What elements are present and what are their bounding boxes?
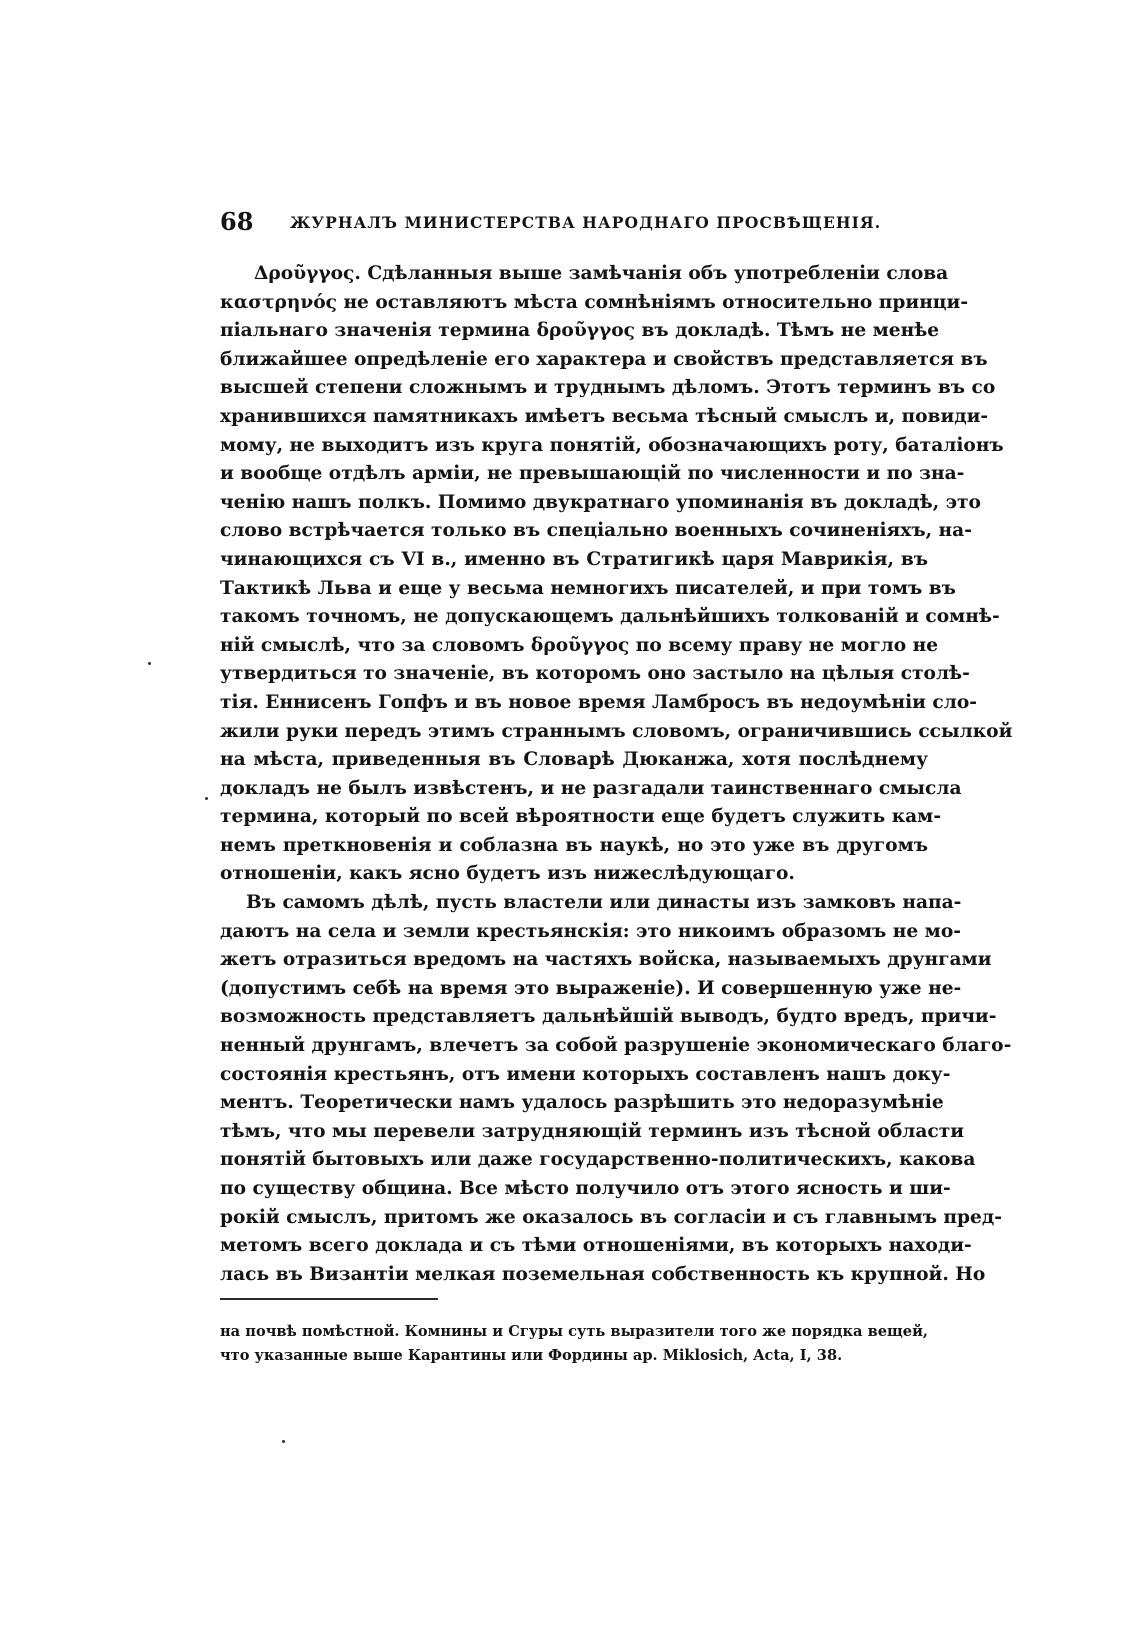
text-line: докладъ не былъ извѣстенъ, и не разгадали таинственнаго смысла (220, 777, 962, 799)
text-line: по существу община. Все мѣсто получило отъ этого ясность и ши- (220, 1178, 951, 1199)
body-text (220, 260, 1013, 1289)
text-line: такомъ точномъ, не допускающемъ дальнѣйшихъ толкованій и сомнѣ- (220, 606, 1000, 628)
text-line: Тактикѣ Льва и еще у весьма немногихъ писателей, и при томъ въ (220, 577, 956, 599)
text-line: понятій бытовыхъ или даже государственно-политическихъ, какова (220, 1149, 976, 1171)
text-line: ченію нашъ полкъ. Помимо двукратнаго упоминанія въ докладѣ, это (220, 491, 981, 513)
footnote (220, 1320, 928, 1368)
text-line: ментъ. Теоретически намъ удалось разрѣшить это недоразумѣніе (220, 1092, 944, 1114)
scan-speck (205, 797, 208, 800)
text-line: хранившихся памятникахъ имѣетъ весьма тѣсный смыслъ и, повиди- (220, 405, 989, 427)
text-line: ненный друнгамъ, влечетъ за собой разрушеніе экономическаго благо- (220, 1035, 1012, 1057)
text-line: отношеніи, какъ ясно будетъ изъ нижеслѣдующаго. (220, 863, 795, 885)
text-line: на мѣста, приведенныя въ Словарѣ Дюканжа, хотя послѣднему (220, 749, 928, 771)
text-line: даютъ на села и земли крестьянскія: это никоимъ образомъ не мо- (220, 920, 961, 942)
footnote-rule (220, 1298, 438, 1300)
text-line: піальнаго значенія термина δροῦγγος въ докладѣ. Тѣмъ не менѣе (220, 320, 940, 342)
running-title: ЖУРНАЛЪ МИНИСТЕРСТВА НАРОДНАГО ПРОСВѢЩЕНІЯ. (290, 213, 882, 232)
text-line: рокій смыслъ, притомъ же оказалось въ согласіи и съ главнымъ пред- (220, 1206, 1002, 1228)
text-line: высшей степени сложнымъ и труднымъ дѣломъ. Этотъ терминъ въ со (220, 377, 996, 399)
scan-speck (282, 1440, 285, 1443)
text-line: тѣмъ, что мы перевели затрудняющій терминъ изъ тѣсной области (220, 1120, 965, 1142)
footnote-line: на почвѣ помѣстной. Комнины и Сгуры суть выразители того же порядка вещей, (220, 1323, 928, 1340)
text-line: тія. Еннисенъ Гопфъ и въ новое время Ламбросъ въ недоумѣніи сло- (220, 691, 977, 713)
text-line: и вообще отдѣлъ арміи, не превышающій по численности и по зна- (220, 463, 965, 485)
text-line: жили руки передъ этимъ страннымъ словомъ, ограничившись ссылкой (220, 720, 1013, 742)
text-line: ближайшее опредѣленіе его характера и свойствъ представляется въ (220, 348, 988, 370)
text-line: καστρηνός не оставляютъ мѣста сомнѣніямъ относительно принци- (220, 291, 969, 313)
page-header (220, 207, 882, 236)
text-line: лась въ Византіи мелкая поземельная собственность къ крупной. Но (220, 1263, 986, 1285)
text-line: Δροῦγγος. Сдѣланныя выше замѣчанія объ употребленіи слова (254, 263, 949, 284)
text-line: жетъ отразиться вредомъ на частяхъ войска, называемыхъ друнгами (220, 949, 992, 971)
text-line: немъ преткновенія и соблазна въ наукѣ, но это уже въ другомъ (220, 834, 928, 856)
text-line: Въ самомъ дѣлѣ, пусть властели или династы изъ замковъ напа- (246, 892, 962, 914)
text-line: метомъ всего доклада и съ тѣми отношеніями, въ которыхъ находи- (220, 1235, 972, 1257)
text-line: мому, не выходитъ изъ круга понятій, обозначающихъ роту, баталіонъ (220, 434, 1004, 456)
text-line: возможность представляетъ дальнѣйшій выводъ, будто вредъ, причи- (220, 1006, 997, 1028)
text-line: термина, который по всей вѣроятности еще будетъ служить кам- (220, 806, 942, 828)
footnote-line: что указанные выше Карантины или Фордины ap. Miklosich, Acta, I, 38. (220, 1347, 843, 1364)
text-line: слово встрѣчается только въ спеціально военныхъ сочиненіяхъ, на- (220, 520, 972, 542)
text-line: ній смыслѣ, что за словомъ δροῦγγος по всему праву не могло не (220, 634, 939, 656)
page-number: 68 (220, 207, 254, 236)
text-line: состоянія крестьянъ, отъ имени которыхъ составленъ нашъ доку- (220, 1063, 951, 1085)
text-line: чинающихся съ VI в., именно въ Стратигикѣ царя Маврикія, въ (220, 548, 928, 570)
text-line: (допустимъ себѣ на время это выраженіе). И совершенную уже не- (220, 977, 962, 999)
scan-speck (148, 662, 151, 665)
text-line: утвердиться то значеніе, въ которомъ оно застыло на цѣлыя столѣ- (220, 663, 970, 685)
